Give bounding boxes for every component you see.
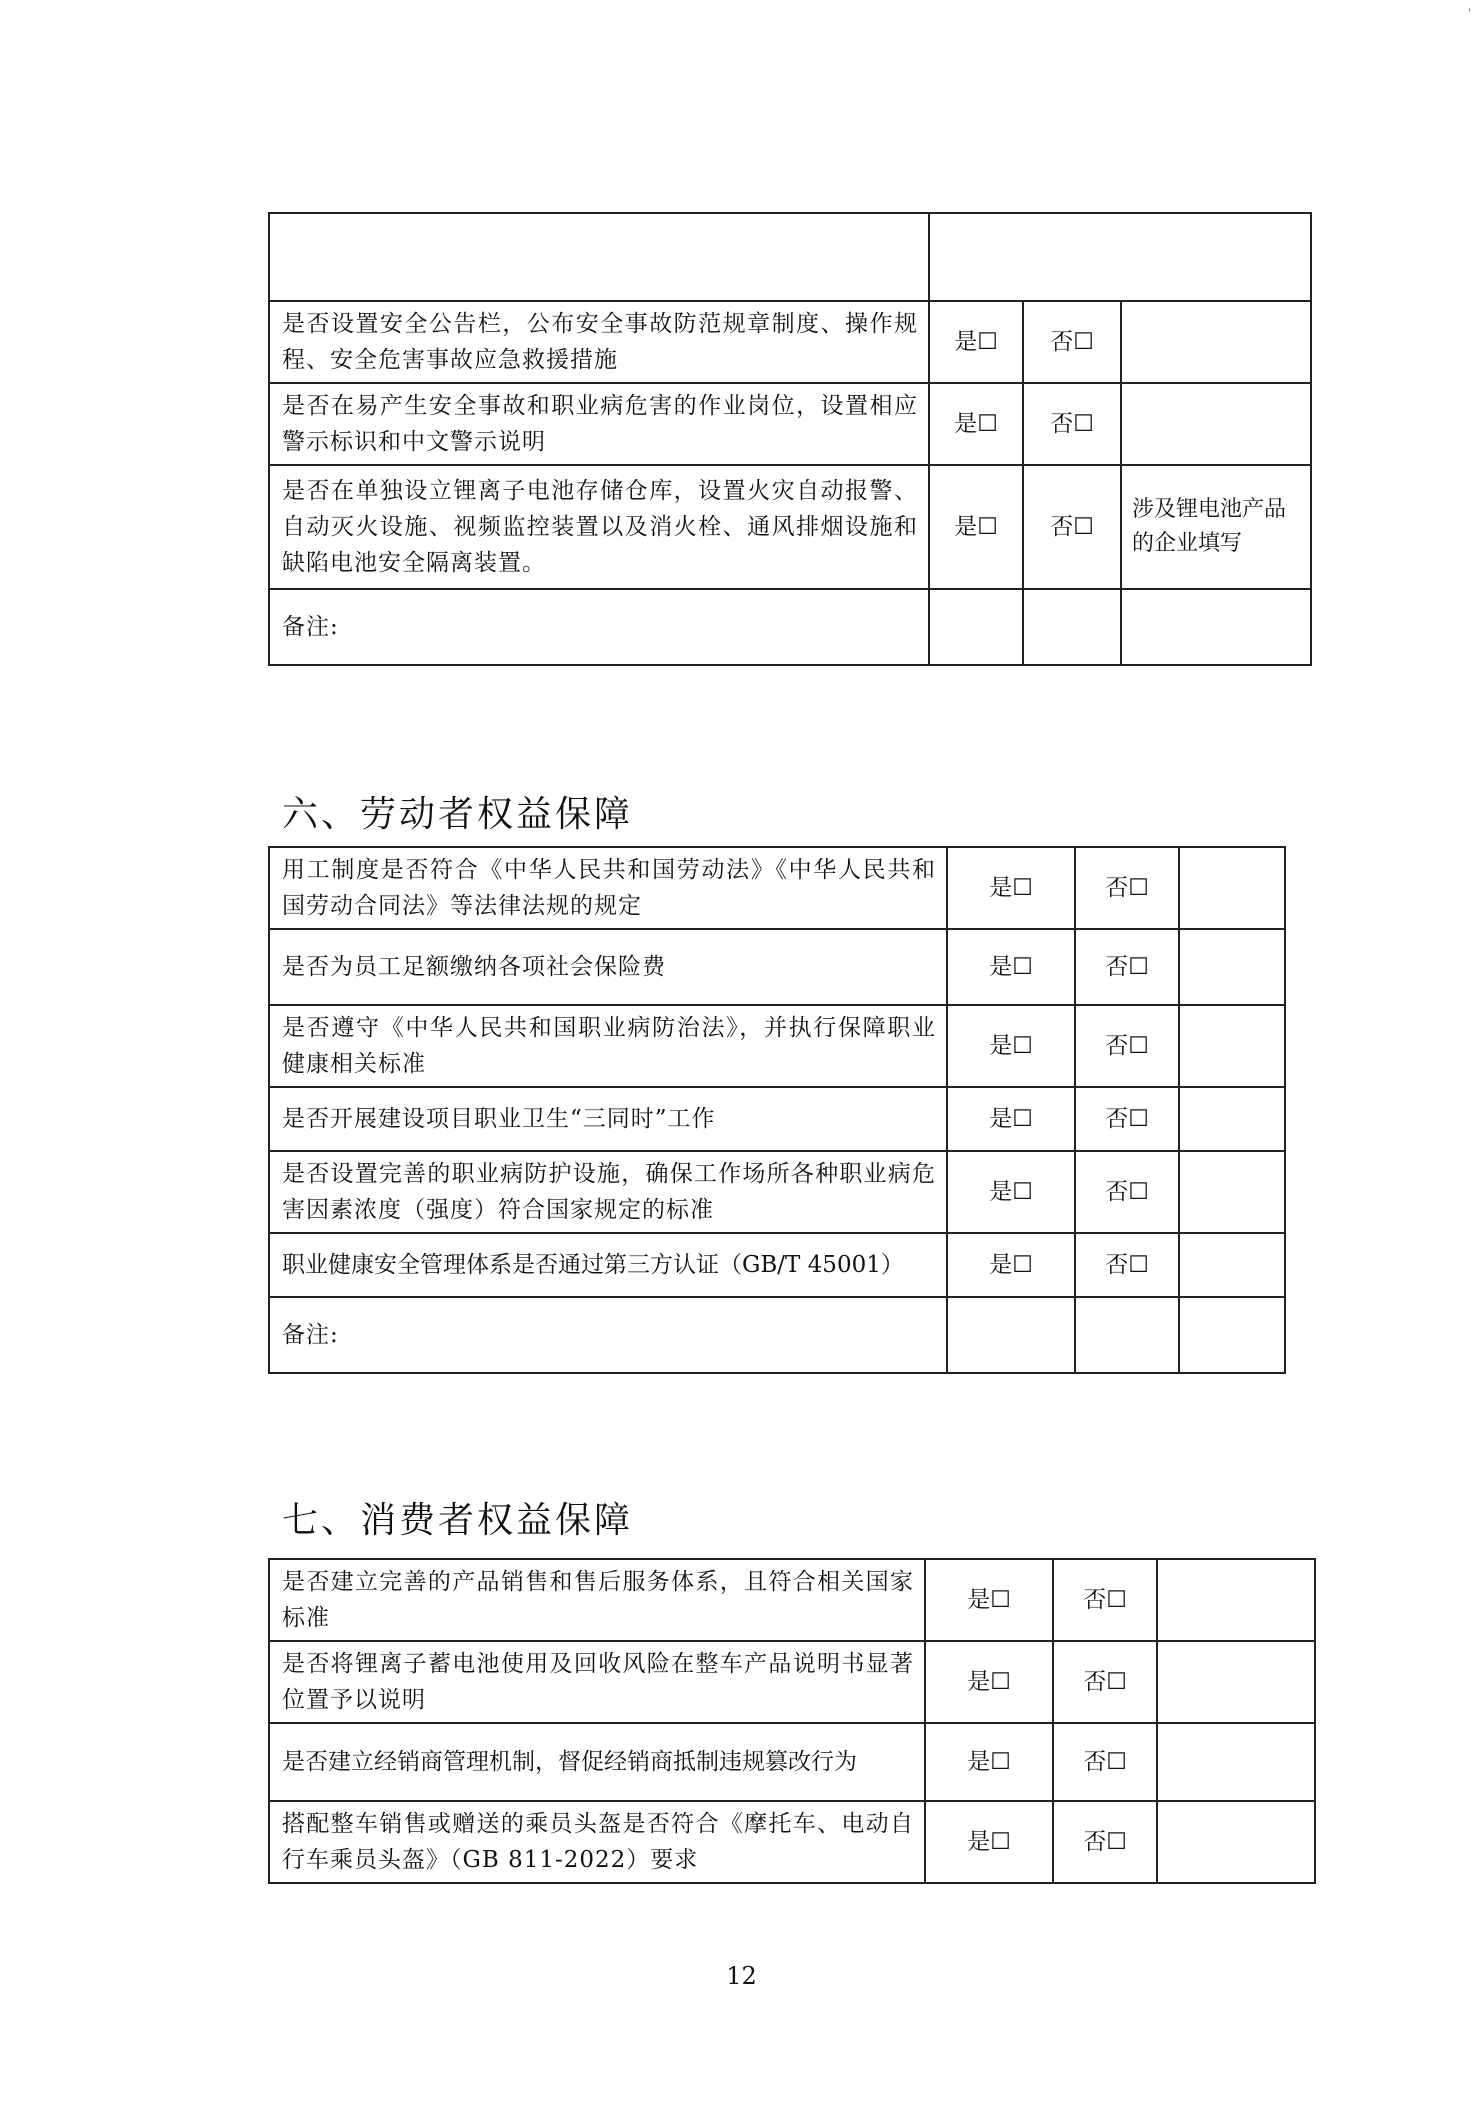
yes-checkbox[interactable]: 是☐ (947, 847, 1075, 929)
consumer-rights-table (268, 1558, 1316, 1884)
remarks-label: 备注: (269, 1297, 947, 1373)
no-checkbox[interactable]: 否☐ (1075, 847, 1179, 929)
question-cell: 是否设置完善的职业病防护设施，确保工作场所各种职业病危害因素浓度（强度）符合国家规定的标准 (269, 1151, 947, 1233)
yes-checkbox[interactable]: 是☐ (929, 301, 1023, 383)
no-checkbox[interactable]: 否☐ (1053, 1801, 1157, 1883)
empty-cell (1179, 1233, 1285, 1297)
table-row (269, 383, 1311, 465)
no-checkbox[interactable]: 否☐ (1075, 1005, 1179, 1087)
yes-checkbox[interactable]: 是☐ (947, 1151, 1075, 1233)
remark-cell: 涉及锂电池产品的企业填写 (1121, 465, 1311, 589)
yes-checkbox[interactable]: 是☐ (929, 465, 1023, 589)
yes-checkbox[interactable]: 是☐ (925, 1801, 1053, 1883)
table-row (269, 589, 1311, 665)
table-row (269, 1087, 1285, 1151)
yes-checkbox[interactable]: 是☐ (925, 1559, 1053, 1641)
question-cell: 搭配整车销售或赠送的乘员头盔是否符合《摩托车、电动自行车乘员头盔》（GB 811-2022）要求 (269, 1801, 925, 1883)
yes-checkbox[interactable]: 是☐ (925, 1641, 1053, 1723)
empty-cell (929, 589, 1023, 665)
section-heading-labor: 六、劳动者权益保障 (282, 794, 634, 835)
no-checkbox[interactable]: 否☐ (1053, 1723, 1157, 1801)
table-row (269, 1559, 1315, 1641)
section-heading-consumer: 七、消费者权益保障 (282, 1500, 634, 1541)
table-row (269, 301, 1311, 383)
yes-checkbox[interactable]: 是☐ (929, 383, 1023, 465)
empty-cell (1075, 1297, 1179, 1373)
table-row (269, 1233, 1285, 1297)
question-cell: 是否遵守《中华人民共和国职业病防治法》，并执行保障职业健康相关标准 (269, 1005, 947, 1087)
yes-checkbox[interactable]: 是☐ (947, 1233, 1075, 1297)
table-row (269, 1151, 1285, 1233)
question-cell: 职业健康安全管理体系是否通过第三方认证（GB/T 45001） (269, 1233, 947, 1297)
empty-cell (1179, 1297, 1285, 1373)
empty-cell (1179, 847, 1285, 929)
blank-answer-cell (929, 213, 1311, 301)
table-row (269, 213, 1311, 301)
no-checkbox[interactable]: 否☐ (1023, 301, 1121, 383)
yes-checkbox[interactable]: 是☐ (947, 1005, 1075, 1087)
no-checkbox[interactable]: 否☐ (1075, 1087, 1179, 1151)
no-checkbox[interactable]: 否☐ (1075, 1151, 1179, 1233)
empty-cell (1179, 1005, 1285, 1087)
question-cell: 是否建立经销商管理机制，督促经销商抵制违规篡改行为 (269, 1723, 925, 1801)
no-checkbox[interactable]: 否☐ (1053, 1641, 1157, 1723)
remark-cell (1121, 301, 1311, 383)
remark-cell (1121, 383, 1311, 465)
question-cell: 是否为员工足额缴纳各项社会保险费 (269, 929, 947, 1005)
empty-cell (1023, 589, 1121, 665)
question-cell: 用工制度是否符合《中华人民共和国劳动法》《中华人民共和国劳动合同法》等法律法规的规定 (269, 847, 947, 929)
yes-checkbox[interactable]: 是☐ (947, 929, 1075, 1005)
table-row (269, 847, 1285, 929)
labor-rights-table (268, 846, 1286, 1374)
empty-cell (1157, 1723, 1315, 1801)
corner-mark: ' (1468, 8, 1471, 19)
empty-cell (1157, 1801, 1315, 1883)
yes-checkbox[interactable]: 是☐ (947, 1087, 1075, 1151)
blank-question-cell (269, 213, 929, 301)
question-cell: 是否开展建设项目职业卫生“三同时”工作 (269, 1087, 947, 1151)
safety-table (268, 212, 1312, 666)
table-row (269, 1297, 1285, 1373)
table-row (269, 1005, 1285, 1087)
empty-cell (947, 1297, 1075, 1373)
empty-cell (1179, 1151, 1285, 1233)
remarks-label: 备注: (269, 589, 929, 665)
question-cell: 是否在易产生安全事故和职业病危害的作业岗位，设置相应警示标识和中文警示说明 (269, 383, 929, 465)
empty-cell (1179, 1087, 1285, 1151)
page-number: 12 (726, 1962, 757, 1990)
table-row (269, 1723, 1315, 1801)
no-checkbox[interactable]: 否☐ (1075, 1233, 1179, 1297)
no-checkbox[interactable]: 否☐ (1053, 1559, 1157, 1641)
no-checkbox[interactable]: 否☐ (1075, 929, 1179, 1005)
question-cell: 是否设置安全公告栏，公布安全事故防范规章制度、操作规程、安全危害事故应急救援措施 (269, 301, 929, 383)
question-cell: 是否将锂离子蓄电池使用及回收风险在整车产品说明书显著位置予以说明 (269, 1641, 925, 1723)
empty-cell (1121, 589, 1311, 665)
question-cell: 是否建立完善的产品销售和售后服务体系，且符合相关国家标准 (269, 1559, 925, 1641)
table-row (269, 465, 1311, 589)
empty-cell (1179, 929, 1285, 1005)
table-row (269, 929, 1285, 1005)
table-row (269, 1641, 1315, 1723)
table-row (269, 1801, 1315, 1883)
no-checkbox[interactable]: 否☐ (1023, 465, 1121, 589)
yes-checkbox[interactable]: 是☐ (925, 1723, 1053, 1801)
empty-cell (1157, 1641, 1315, 1723)
no-checkbox[interactable]: 否☐ (1023, 383, 1121, 465)
empty-cell (1157, 1559, 1315, 1641)
question-cell: 是否在单独设立锂离子电池存储仓库，设置火灾自动报警、自动灭火设施、视频监控装置以及消火栓、通风排烟设施和缺陷电池安全隔离装置。 (269, 465, 929, 589)
